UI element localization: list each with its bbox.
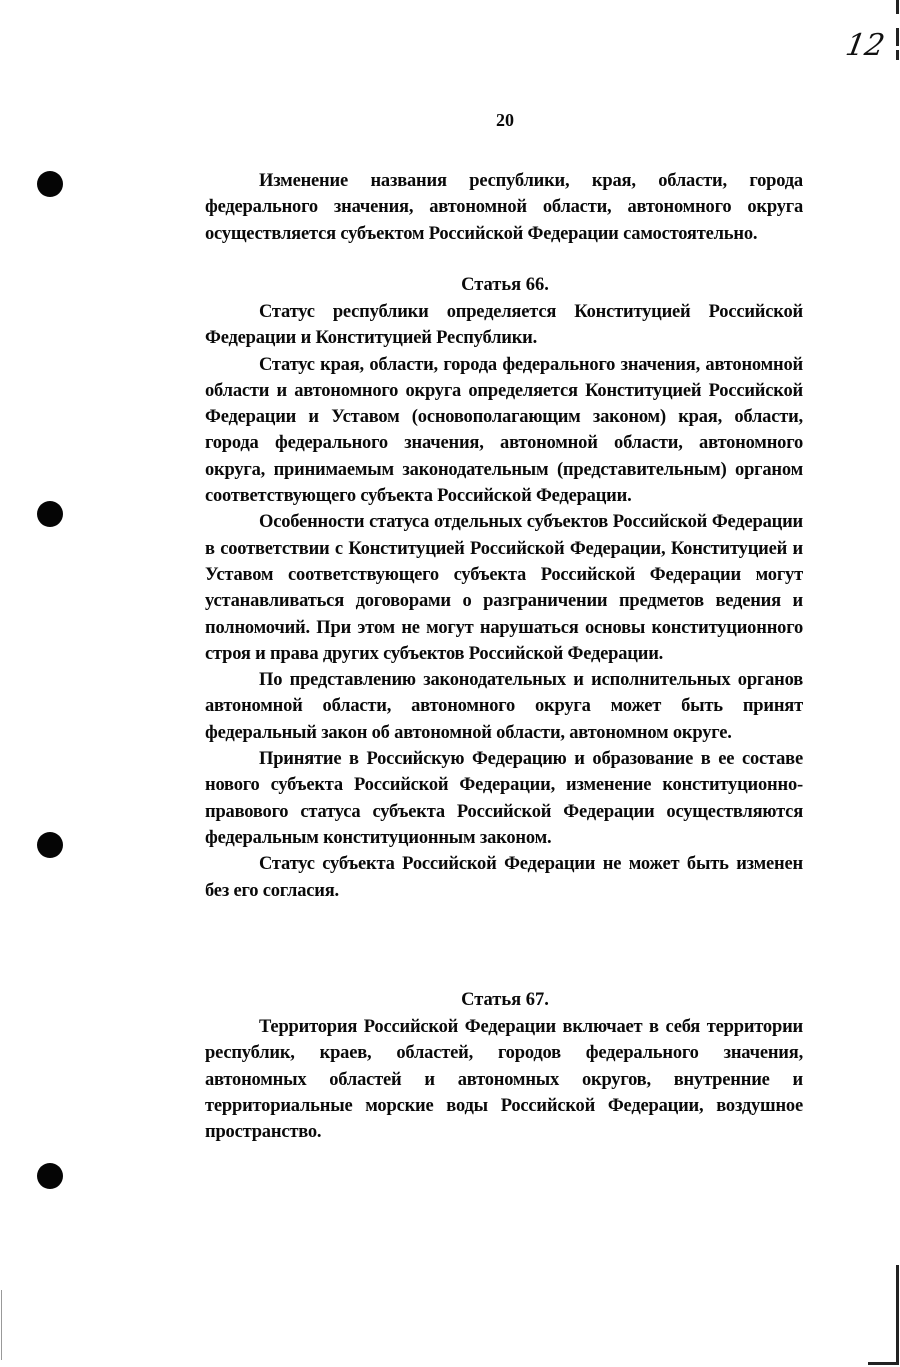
scan-edge-line	[896, 1265, 899, 1365]
scan-edge-line	[896, 28, 899, 46]
page-number: 20	[496, 110, 514, 130]
punch-hole-icon	[37, 1163, 63, 1189]
punch-hole-icon	[37, 171, 63, 197]
paragraph: Принятие в Российскую Федерацию и образование в ее составе нового субъекта Российской Федерации, изменение конституционно-правового статуса субъекта Российской Федерации осуществляются федеральным конституционным законом.	[205, 749, 803, 848]
intro-section	[205, 168, 803, 247]
paragraph: Статус субъекта Российской Федерации не может быть изменен без его согласия.	[205, 854, 803, 901]
scan-edge-line	[896, 0, 899, 14]
paragraph: Статус республики определяется Конституцией Российской Федерации и Конституцией Республики.	[205, 302, 803, 349]
handwritten-page-mark: 12	[842, 28, 888, 63]
article-66-heading: Статья 66.	[461, 275, 549, 295]
article-67-body	[205, 1014, 803, 1145]
scan-edge-line	[868, 1362, 899, 1365]
punch-hole-icon	[37, 501, 63, 527]
paragraph: Статус края, области, города федерального значения, автономной области и автономного округа определяется Конституцией Российской Федерации и Уставом (основополагающим законом) края, области, города федерального значения, автономной области, автономного округа, принимаемым законодательным (представительным) органом соответствующего субъекта Российской Федерации.	[205, 354, 803, 507]
paragraph: Изменение названия республики, края, области, города федерального значения, автономной области, автономного округа осуществляется субъектом Российской Федерации самостоятельно.	[205, 171, 803, 244]
paragraph: Особенности статуса отдельных субъектов Российской Федерации в соответствии с Конституцией Российской Федерации, Конституцией и Уставом соответствующего субъекта Российской Федерации могут устанавливаться договорами о разграничении предметов ведения и полномочий. При этом не могут нарушаться основы конституционного строя и права других субъектов Российской Федерации.	[205, 512, 803, 664]
scan-edge-line	[896, 50, 899, 60]
paragraph: Территория Российской Федерации включает в себя территории республик, краев, областей, городов федерального значения, автономных областей и автономных округов, внутренние и территориальные морские воды Российской Федерации, воздушное пространство.	[205, 1017, 803, 1143]
paragraph: По представлению законодательных и исполнительных органов автономной области, автономного округа может быть принят федеральный закон об автономной области, автономном округе.	[205, 670, 803, 743]
article-67-heading: Статья 67.	[461, 990, 549, 1010]
punch-hole-icon	[37, 832, 63, 858]
scan-edge-line	[1, 1290, 2, 1360]
article-66-body	[205, 299, 803, 904]
